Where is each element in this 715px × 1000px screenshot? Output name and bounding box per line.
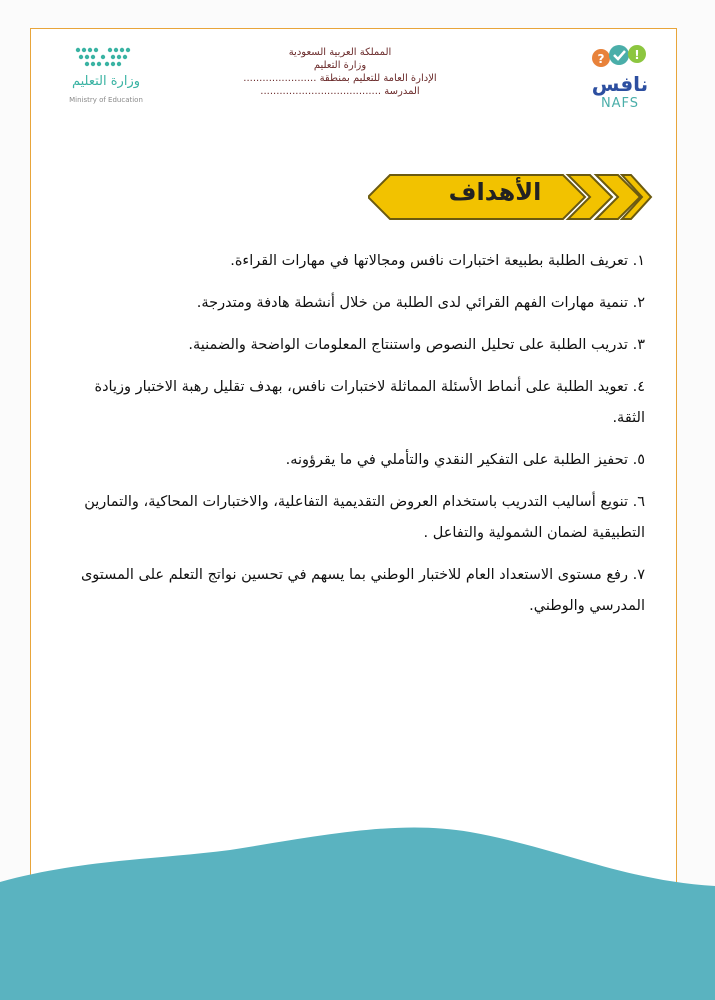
goal-text: رفع مستوى الاستعداد العام للاختبار الوطني بما يسهم في تحسين نواتج التعلم على المستوى المدرسي والوطني. (80, 567, 645, 614)
nafs-bubbles-icon (585, 42, 655, 74)
school-line: المدرسة ...................................... (260, 86, 420, 97)
goal-text: تحفيز الطلبة على التفكير النقدي والتأملي في ما يقرؤونه. (285, 452, 628, 468)
goal-item (60, 330, 645, 361)
goals-list (60, 246, 645, 633)
goal-number: ٢. (632, 295, 645, 311)
nafs-english-name: NAFS (600, 96, 640, 111)
goal-number: ٦. (632, 494, 645, 510)
goal-item (60, 372, 645, 434)
goal-text: تنمية مهارات الفهم القرائي لدى الطلبة من خلال أنشطة هادفة ومتدرجة. (196, 295, 628, 311)
goal-item (60, 560, 645, 622)
goal-number: ٥. (632, 452, 645, 468)
goal-text: تدريب الطلبة على تحليل النصوص واستنتاج المعلومات الواضحة والضمنية. (188, 337, 628, 353)
goal-item (60, 288, 645, 319)
section-title: الأهداف (448, 178, 542, 206)
goal-text: تعويد الطلبة على أنماط الأسئلة المماثلة لاختبارات نافس، بهدف تقليل رهبة الاختبار وزيادة الثقة. (94, 379, 645, 426)
goal-item (60, 487, 645, 549)
goal-text: تنويع أساليب التدريب باستخدام العروض التقديمية التفاعلية، والاختبارات المحاكية، والتمارين التطبيقية لضمان الشمولية والتفاعل . (84, 494, 645, 541)
moe-english-name: Ministry of Education (69, 96, 143, 104)
ministry-of-education-logo (52, 40, 152, 112)
goal-item (60, 445, 645, 476)
ministry-name: وزارة التعليم (313, 60, 367, 71)
moe-arabic-name: وزارة التعليم (71, 74, 141, 89)
goal-number: ١. (632, 253, 645, 269)
goal-text: تعريف الطلبة بطبيعة اختبارات نافس ومجالاتها في مهارات القراءة. (230, 253, 628, 269)
goal-number: ٧. (632, 567, 645, 583)
nafs-arabic-name: نافس (591, 72, 649, 96)
goal-item (60, 246, 645, 277)
svg-text:?: ? (597, 52, 605, 66)
goal-number: ٤. (632, 379, 645, 395)
decorative-wave (0, 820, 715, 1000)
nafs-logo (585, 42, 655, 114)
moe-dots-icon (72, 42, 134, 72)
directorate-line: الإدارة العامة للتعليم بمنطقة ....................... (243, 73, 437, 84)
goal-number: ٣. (632, 337, 645, 353)
document-header (230, 46, 450, 98)
kingdom-name: المملكة العربية السعودية (288, 47, 392, 58)
svg-text:!: ! (634, 48, 640, 62)
